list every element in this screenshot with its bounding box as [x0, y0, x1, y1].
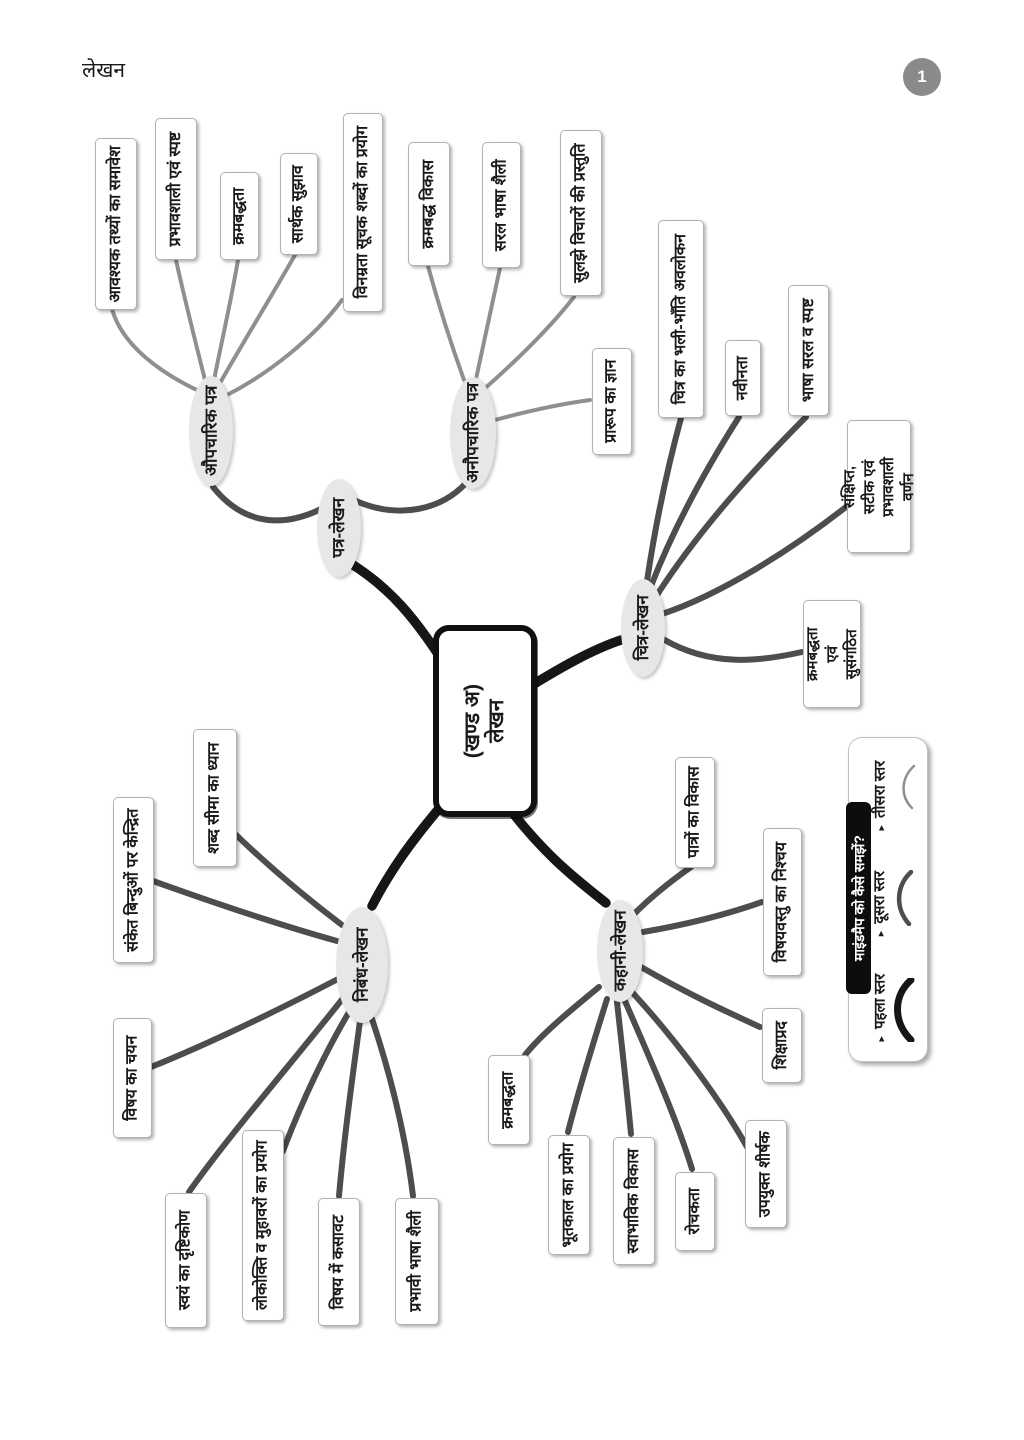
mindmap-leaf: चित्र का भली-भाँति अवलोकन — [658, 220, 704, 418]
legend-entry-third-level — [865, 748, 895, 844]
branch-node-kahani-lekhan: कहानी-लेखन — [597, 900, 643, 1002]
connector-kahani-leaf — [525, 987, 599, 1055]
connector-nibandh-leaf — [153, 881, 337, 941]
mindmap-leaf: क्रमबद्धता — [220, 172, 259, 260]
mindmap-leaf: भाषा सरल व स्पष्ट — [788, 285, 829, 416]
connector-anaupcharik-leaf — [476, 268, 500, 379]
connector-nibandh-leaf — [372, 1019, 413, 1196]
mindmap-leaf: सुलझे विचारों की प्रस्तुति — [560, 130, 602, 296]
mindmap-leaf: विषय का चयन — [113, 1018, 152, 1138]
connector-kahani-leaf — [568, 999, 607, 1132]
mindmap-leaf: भूतकाल का प्रयोग — [548, 1135, 590, 1255]
connector-chitra-leaf — [663, 639, 802, 660]
connector-kahani-leaf — [643, 902, 762, 932]
mindmap-leaf: क्रमबद्धता एवं सुसंगठित — [803, 600, 861, 708]
branch-node-chitra-lekhan: चित्र-लेखन — [621, 579, 665, 677]
connector-kahani-leaf — [634, 867, 691, 914]
legend-title-label: माइंडमैप को कैसे समझें? — [850, 835, 867, 961]
legend-arc-second-level — [893, 870, 919, 926]
branch-node-patra-lekhan: पत्र-लेखन — [317, 479, 361, 577]
mindmap-leaf: स्वाभाविक विकास — [613, 1137, 655, 1265]
connector-anaupcharik-leaf — [428, 266, 464, 380]
mindmap-leaf: प्रारूप का ज्ञान — [592, 348, 632, 455]
connector-patra-aupcharik — [213, 487, 321, 520]
connector-aupcharik-leaf — [112, 309, 201, 392]
connector-aupcharik-leaf — [220, 255, 295, 383]
legend-level-label: तीसरा स्तर — [871, 761, 889, 819]
mindmap-leaf: विषयवस्तु का निश्चय — [763, 828, 802, 976]
connector-anaupcharik-leaf — [495, 400, 590, 420]
legend-level-label: पहला स्तर — [871, 974, 889, 1030]
mindmap-leaf: पात्रों का विकास — [675, 757, 715, 868]
mindmap-leaf: शिक्षाप्रद — [762, 1008, 802, 1083]
page-header-title: लेखन — [82, 59, 126, 82]
mindmap-leaf: संकेत बिन्दुओं पर केन्द्रित — [113, 797, 154, 963]
mindmap-leaf: सरल भाषा शैली — [482, 142, 521, 268]
legend-arc-third-level — [897, 764, 921, 812]
connector-chitra-leaf — [662, 507, 846, 614]
connector-nibandh-leaf — [339, 1021, 360, 1196]
level-marker-icon: ▸ — [875, 825, 888, 831]
mindmap-leaf: प्रभावी भाषा शैली — [395, 1198, 439, 1325]
branch-node-aupcharik-patra: औपचारिक पत्र — [189, 376, 233, 486]
legend-entry-second-level — [865, 856, 895, 952]
page-number-badge: 1 — [903, 58, 941, 96]
connector-kahani-leaf — [617, 1002, 631, 1134]
mindmap-leaf: प्रभावशाली एवं स्पष्ट — [155, 118, 197, 260]
legend-arc-first-level — [889, 978, 917, 1042]
mindmap-leaf: क्रमबद्धता — [488, 1055, 530, 1145]
central-topic-label: (खण्ड अ) लेखन — [460, 683, 508, 759]
central-topic-node — [433, 625, 537, 817]
connector-anaupcharik-leaf — [483, 297, 574, 390]
legend-level-label: दूसरा स्तर — [871, 871, 889, 925]
mindmap-leaf: शब्द सीमा का ध्यान — [193, 729, 237, 867]
mindmap-leaf: सार्थक सुझाव — [280, 153, 318, 255]
connector-center-nibandh — [372, 798, 448, 906]
connector-center-kahani — [505, 803, 606, 903]
mindmap-leaf: संक्षिप्त, सटीक एवं प्रभावशाली वर्णन — [847, 420, 911, 553]
level-marker-icon: ▸ — [875, 1036, 888, 1042]
mindmap-leaf: क्रमबद्ध विकास — [408, 142, 450, 266]
legend-box — [848, 737, 928, 1062]
mindmap-leaf: नवीनता — [725, 340, 761, 416]
mindmap-leaf: रोचकता — [675, 1172, 715, 1251]
mindmap-leaf: विनम्रता सूचक शब्दों का प्रयोग — [343, 113, 383, 312]
branch-node-anaupcharik-patra: अनौपचारिक पत्र — [450, 377, 496, 489]
mindmap-leaf: आवश्यक तथ्यों का समावेश — [95, 138, 137, 310]
mindmap-leaf: विषय में कसावट — [318, 1198, 360, 1326]
connector-nibandh-leaf — [151, 979, 338, 1067]
mindmap-leaf: स्वयं का दृष्टिकोण — [165, 1193, 207, 1328]
branch-node-nibandh-lekhan: निबंध-लेखन — [336, 907, 388, 1023]
connector-chitra-leaf — [657, 417, 806, 595]
mindmap-leaf: उपयुक्त शीर्षक — [745, 1120, 787, 1228]
connector-aupcharik-leaf — [176, 260, 206, 384]
connector-center-patra — [350, 563, 438, 654]
connector-center-chitra — [524, 640, 621, 690]
mindmap-leaf: लोकोक्ति व मुहावरों का प्रयोग — [242, 1130, 284, 1321]
connector-aupcharik-leaf — [227, 300, 342, 395]
level-marker-icon: ▸ — [875, 931, 888, 937]
connector-patra-anaupcharik — [356, 483, 466, 511]
